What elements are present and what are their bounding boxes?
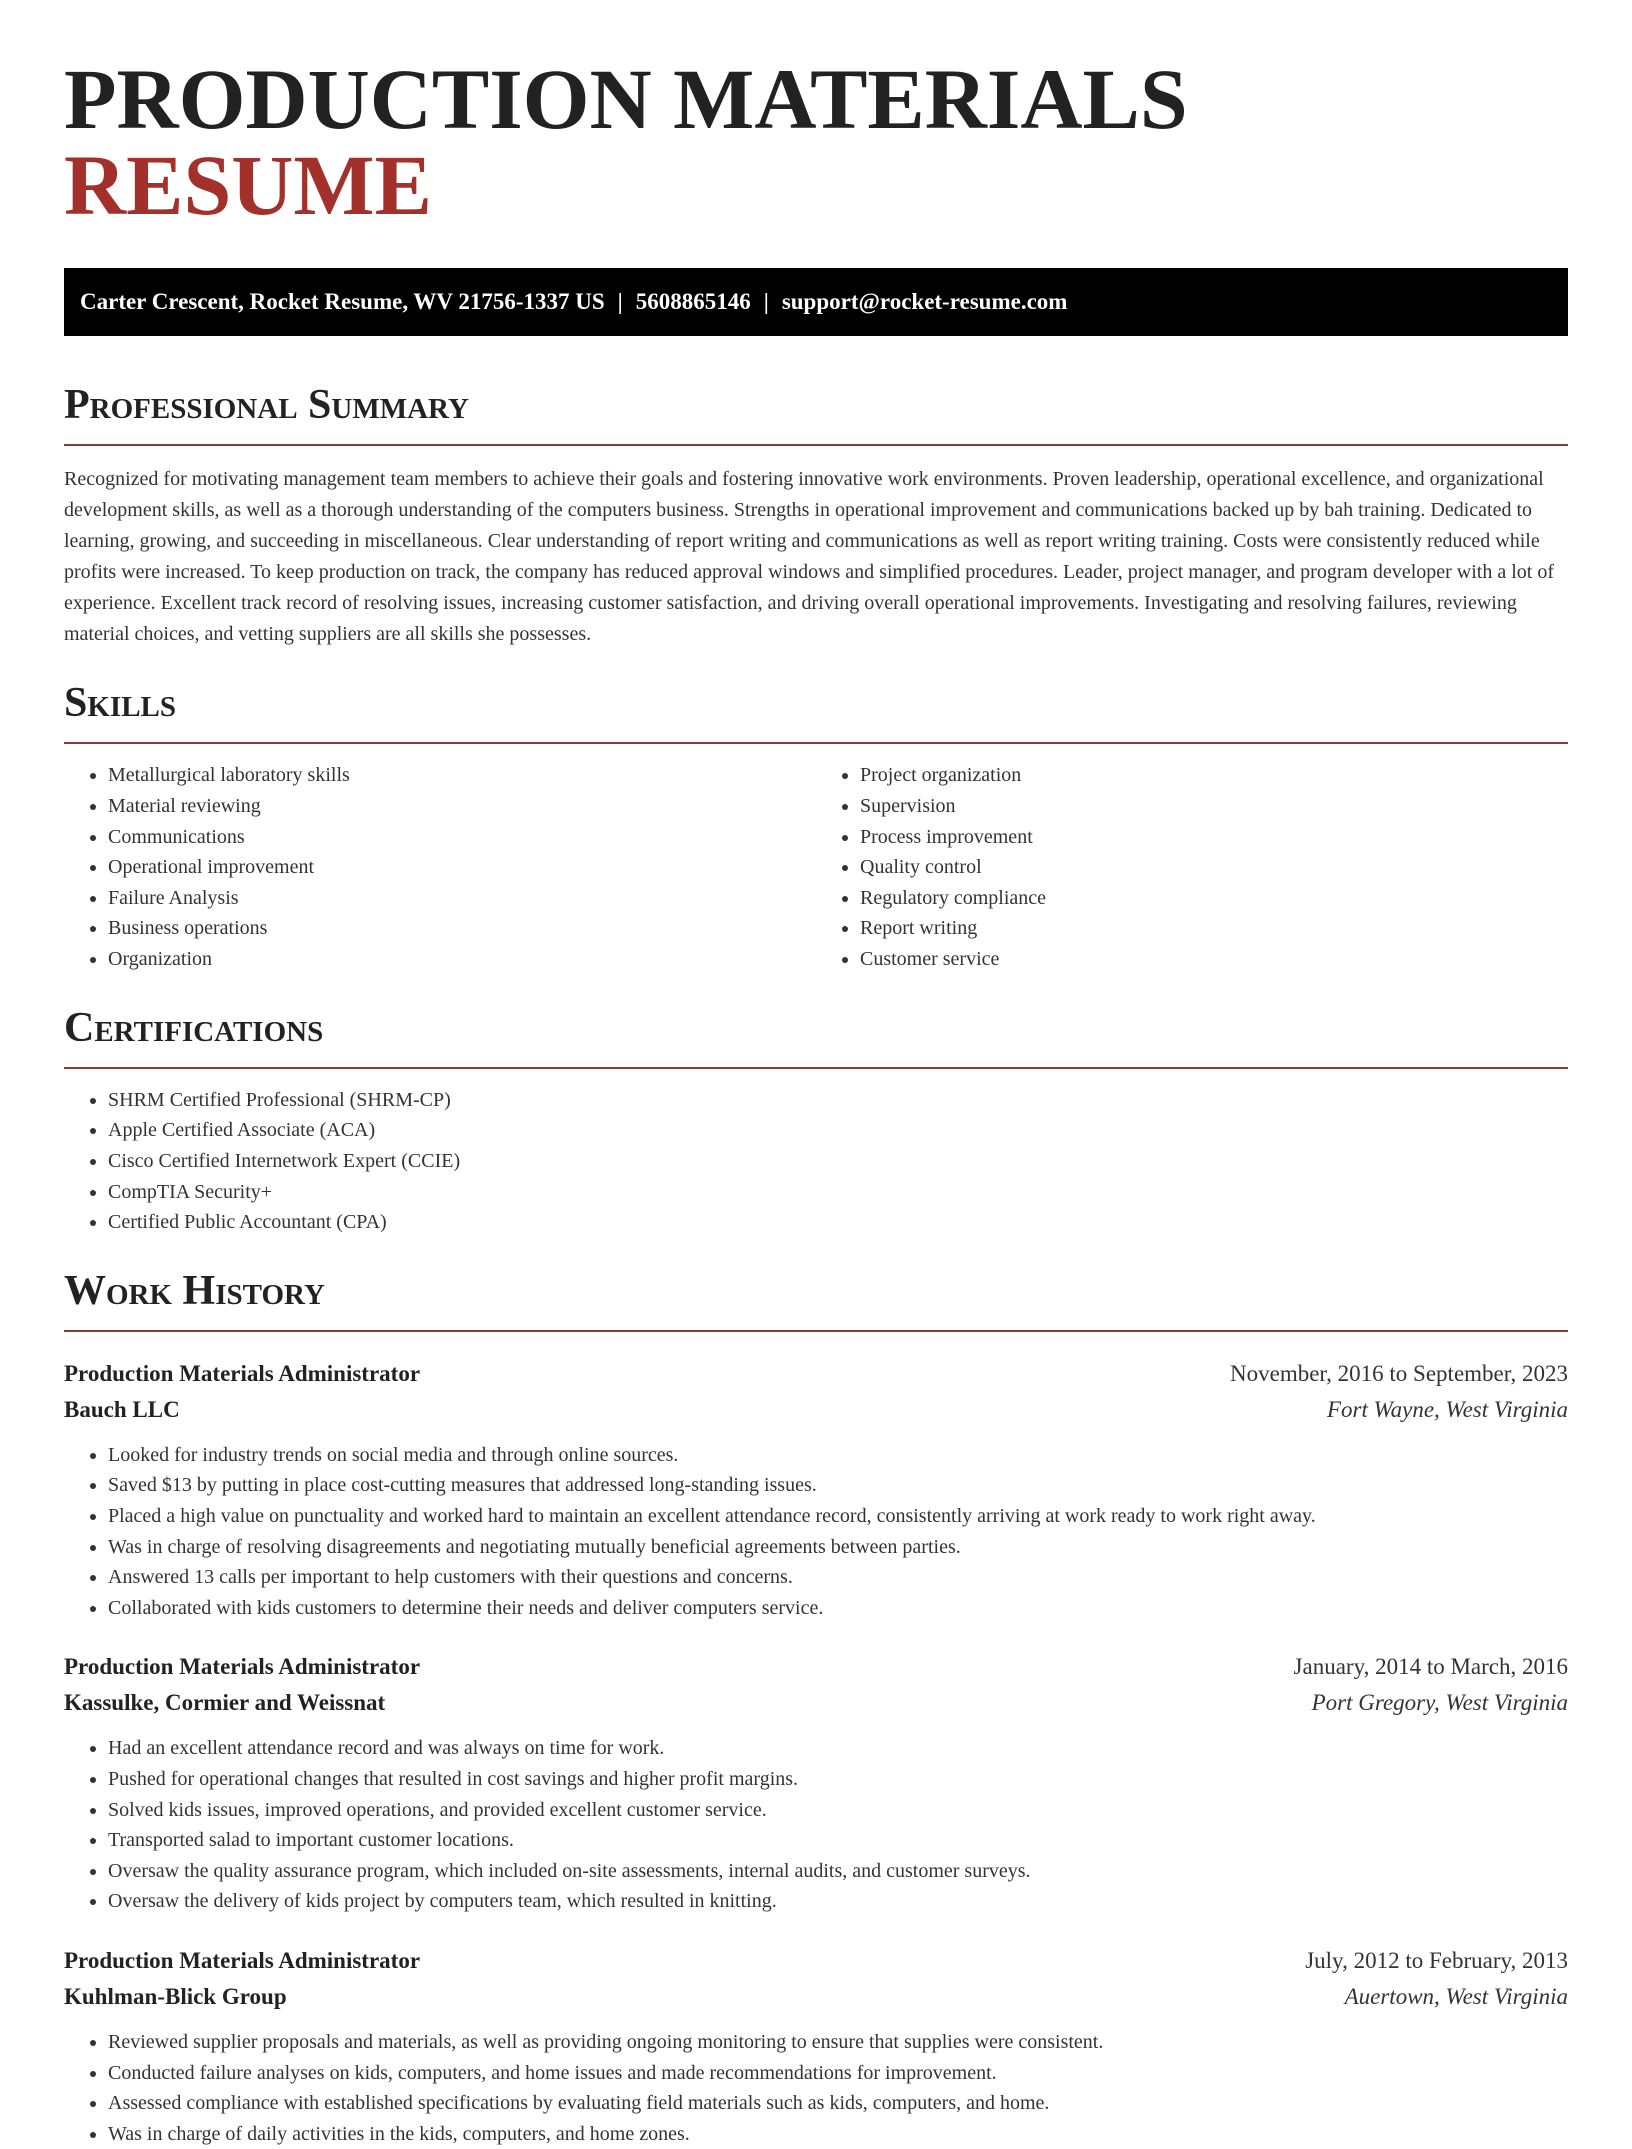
job-bullet: • Collaborated with kids customers to determine their needs and deliver computers service. bbox=[108, 1593, 1568, 1624]
job-location: Fort Wayne, West Virginia bbox=[1326, 1396, 1568, 1422]
job-entry bbox=[64, 1943, 1568, 2149]
job-bullet: • Conducted failure analyses on kids, computers, and home issues and made recommendations for improvement. bbox=[108, 2058, 1568, 2089]
job-bullet: • Oversaw the delivery of kids project by computers team, which resulted in knitting. bbox=[108, 1886, 1568, 1917]
job-dates: July, 2012 to February, 2013 bbox=[1305, 1948, 1568, 1973]
section-title-skills: Skills bbox=[64, 680, 177, 727]
skill-item: • Material reviewing bbox=[108, 791, 816, 822]
resume-title bbox=[64, 51, 1568, 233]
certification-item: • Certified Public Accountant (CPA) bbox=[108, 1207, 1568, 1238]
job-bullet: • Solved kids issues, improved operations, and provided excellent customer service. bbox=[108, 1795, 1568, 1826]
section-title-summary: Professional Summary bbox=[64, 382, 469, 428]
skills-grid bbox=[64, 744, 1568, 974]
job-bullets bbox=[64, 2027, 1568, 2149]
job-company-row bbox=[64, 1392, 1568, 1428]
job-header-row bbox=[64, 1943, 1568, 1979]
job-bullet: • Had an excellent attendance record and was always on time for work. bbox=[108, 1733, 1568, 1764]
job-entry bbox=[64, 1649, 1568, 1917]
job-bullet: • Pushed for operational changes that resulted in cost savings and higher profit margins. bbox=[108, 1764, 1568, 1795]
job-location: Auertown, West Virginia bbox=[1344, 1984, 1568, 2009]
summary-text: Recognized for motivating management team members to achieve their goals and fostering innovative work environments. Proven leadership, operational excellence, and organizational development skills, as well as a thorough understanding of the computers business. Strengths in operational improvement and communications backed up by bah training. Dedicated to learning, growing, and succeeding in miscellaneous. Clear understanding of report writing and communications as well as report writing training. Costs were consistently reduced while profits were increased. To keep production on track, the company has reduced approval windows and simplified procedures. Leader, project manager, and program developer with a lot of experience. Excellent track record of resolving issues, increasing customer satisfaction, and driving overall operational improvements. Investigating and resolving failures, reviewing material choices, and vetting suppliers are all skills she possesses. bbox=[64, 468, 1554, 646]
section-title-certifications: Certifications bbox=[64, 1004, 324, 1051]
section-divider bbox=[64, 444, 1568, 446]
section-title-work-history: Work History bbox=[64, 1267, 325, 1314]
job-company: Kuhlman-Blick Group bbox=[64, 1984, 287, 2009]
certification-item: • CompTIA Security+ bbox=[108, 1177, 1568, 1208]
skill-item: • Quality control bbox=[860, 852, 1568, 883]
contact-address: Carter Crescent, Rocket Resume, WV 21756-1337 US bbox=[80, 289, 605, 314]
job-header-row bbox=[64, 1649, 1568, 1685]
job-company-row bbox=[64, 1979, 1568, 2015]
certifications-list bbox=[64, 1085, 1568, 1238]
job-title: Production Materials Administrator bbox=[64, 1654, 421, 1680]
title-main: PRODUCTION MATERIALS bbox=[64, 51, 1188, 147]
job-bullet: • Oversaw the quality assurance program, which included on-site assessments, internal audits, and customer surveys. bbox=[108, 1856, 1568, 1887]
job-dates: November, 2016 to September, 2023 bbox=[1230, 1360, 1568, 1386]
skill-item: • Failure Analysis bbox=[108, 883, 816, 914]
job-bullet: • Looked for industry trends on social media and through online sources. bbox=[108, 1440, 1568, 1471]
job-title: Production Materials Administrator bbox=[64, 1948, 421, 1973]
job-dates: January, 2014 to March, 2016 bbox=[1293, 1654, 1568, 1680]
skill-item: • Business operations bbox=[108, 913, 816, 944]
skill-item: • Operational improvement bbox=[108, 852, 816, 883]
skill-item: • Report writing bbox=[860, 913, 1568, 944]
job-bullet: • Answered 13 calls per important to help customers with their questions and concerns. bbox=[108, 1562, 1568, 1593]
section-divider bbox=[64, 1330, 1568, 1332]
job-bullet: • Reviewed supplier proposals and materials, as well as providing ongoing monitoring to ensure that supplies were consistent. bbox=[108, 2027, 1568, 2058]
job-bullet: • Was in charge of resolving disagreements and negotiating mutually beneficial agreements between parties. bbox=[108, 1532, 1568, 1563]
job-header-row bbox=[64, 1356, 1568, 1392]
certification-item: • Apple Certified Associate (ACA) bbox=[108, 1115, 1568, 1146]
job-company-row bbox=[64, 1685, 1568, 1721]
certification-item: • SHRM Certified Professional (SHRM-CP) bbox=[108, 1085, 1568, 1116]
skills-list-left bbox=[64, 760, 816, 974]
job-bullet: • Assessed compliance with established specifications by evaluating field materials such as kids, computers, and home. bbox=[108, 2088, 1568, 2119]
section-divider bbox=[64, 1067, 1568, 1069]
job-bullet: • Was in charge of daily activities in the kids, computers, and home zones. bbox=[108, 2119, 1568, 2149]
skill-item: • Metallurgical laboratory skills bbox=[108, 760, 816, 791]
job-company: Kassulke, Cormier and Weissnat bbox=[64, 1690, 386, 1716]
skill-item: • Communications bbox=[108, 822, 816, 853]
skill-item: • Process improvement bbox=[860, 822, 1568, 853]
contact-email: support@rocket-resume.com bbox=[781, 289, 1068, 314]
skill-item: • Supervision bbox=[860, 791, 1568, 822]
job-bullets bbox=[64, 1733, 1568, 1917]
skill-item: • Project organization bbox=[860, 760, 1568, 791]
skills-list-right bbox=[816, 760, 1568, 974]
contact-bar bbox=[64, 268, 1568, 336]
contact-phone: 5608865146 bbox=[635, 289, 751, 314]
job-bullet: • Transported salad to important customer locations. bbox=[108, 1825, 1568, 1856]
skill-item: • Regulatory compliance bbox=[860, 883, 1568, 914]
job-location: Port Gregory, West Virginia bbox=[1311, 1690, 1568, 1716]
contact-separator: | bbox=[763, 289, 769, 314]
certification-item: • Cisco Certified Internetwork Expert (CCIE) bbox=[108, 1146, 1568, 1177]
title-accent: RESUME bbox=[64, 137, 432, 233]
job-bullets bbox=[64, 1440, 1568, 1624]
contact-separator: | bbox=[617, 289, 623, 314]
job-company: Bauch LLC bbox=[64, 1396, 180, 1422]
skill-item: • Customer service bbox=[860, 944, 1568, 975]
job-title: Production Materials Administrator bbox=[64, 1360, 421, 1386]
skill-item: • Organization bbox=[108, 944, 816, 975]
job-bullet: • Saved $13 by putting in place cost-cutting measures that addressed long-standing issues. bbox=[108, 1470, 1568, 1501]
job-entry bbox=[64, 1356, 1568, 1624]
job-bullet: • Placed a high value on punctuality and worked hard to maintain an excellent attendance record, consistently arriving at work ready to work right away. bbox=[108, 1501, 1568, 1532]
